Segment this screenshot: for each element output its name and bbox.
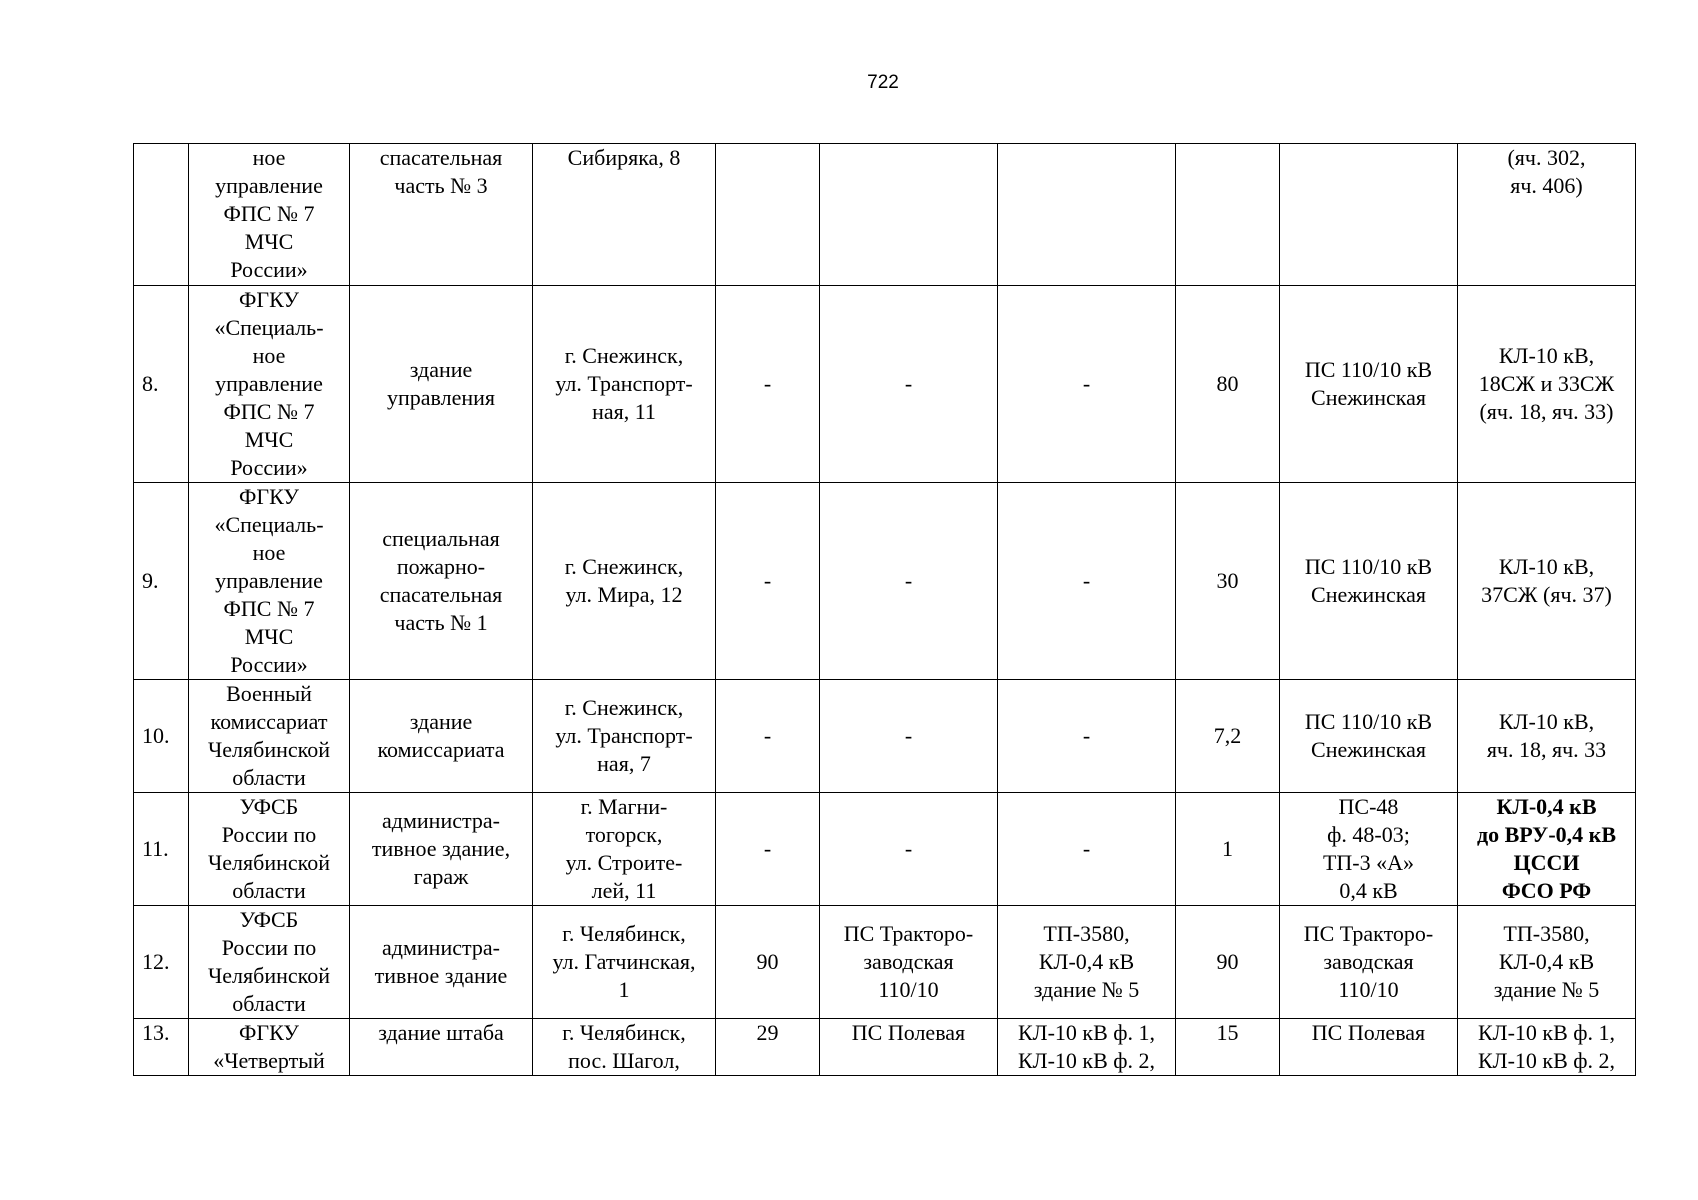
address-cell (533, 483, 716, 680)
cell-line: 30 (1216, 568, 1239, 593)
cell-line: ТП-3580, (1503, 921, 1590, 946)
cell-line: МЧС (244, 624, 294, 649)
cell-line: г. Челябинск, (562, 1020, 686, 1045)
load-main-cell (716, 906, 820, 1019)
substation-reserve-cell (1280, 286, 1458, 483)
organization-cell (189, 483, 350, 680)
cell-line: КЛ-10 кВ ф. 2, (1017, 1048, 1156, 1073)
address-cell (533, 286, 716, 483)
object-cell (350, 144, 533, 286)
line-main-cell (998, 793, 1176, 906)
cell-line: России» (230, 455, 308, 480)
cell-line: ФГКУ (239, 484, 299, 509)
load-reserve-cell (1176, 144, 1280, 286)
power-supply-table (133, 143, 1636, 1076)
object-cell (350, 680, 533, 793)
organization-cell (189, 286, 350, 483)
cell-line: КЛ-10 кВ ф. 2, (1477, 1048, 1616, 1073)
cell-line: Челябинской (207, 963, 330, 988)
table-row (134, 286, 1636, 483)
cell-line: г. Челябинск, (562, 921, 686, 946)
cell-line: 90 (1216, 949, 1239, 974)
cell-line: 7,2 (1213, 723, 1242, 748)
object-cell (350, 1019, 533, 1076)
line-reserve-cell (1458, 680, 1636, 793)
cell-line: специальная (382, 526, 500, 551)
cell-line: «Специаль- (214, 315, 324, 340)
load-main-cell (716, 680, 820, 793)
cell-line: Челябинской (207, 850, 330, 875)
organization-cell (189, 1019, 350, 1076)
cell-line: КЛ-10 кВ ф. 1, (1017, 1020, 1156, 1045)
cell-line: - (1082, 371, 1091, 396)
cell-line: ная, 7 (597, 751, 651, 776)
cell-line: - (904, 723, 913, 748)
cell-line: УФСБ (239, 794, 299, 819)
cell-line: ул. Мира, 12 (565, 582, 683, 607)
cell-line: администра- (382, 808, 500, 833)
cell-line: здание (409, 709, 473, 734)
line-reserve-cell (1458, 793, 1636, 906)
cell-line: ПС 110/10 кВ (1304, 709, 1433, 734)
cell-line: тивное здание (374, 963, 508, 988)
table-row (134, 144, 1636, 286)
cell-line: Снежинская (1311, 385, 1426, 410)
row-number: 12. (134, 906, 189, 1019)
cell-line: Челябинской (207, 737, 330, 762)
cell-line: 110/10 (878, 977, 939, 1002)
line-main-cell (998, 1019, 1176, 1076)
page-number: 722 (867, 72, 899, 93)
cell-line: ПС Полевая (1311, 1020, 1426, 1045)
cell-line: ул. Строите- (565, 850, 683, 875)
cell-line: комиссариат (210, 709, 328, 734)
line-main-cell (998, 680, 1176, 793)
organization-cell (189, 793, 350, 906)
address-cell (533, 906, 716, 1019)
cell-line: ФСО РФ (1501, 878, 1592, 903)
cell-line: 15 (1216, 1020, 1239, 1045)
load-reserve-cell (1176, 906, 1280, 1019)
cell-line: области (232, 991, 306, 1016)
cell-line: гараж (413, 864, 469, 889)
cell-line: ТП-3 «А» (1322, 850, 1415, 875)
cell-line: КЛ-10 кВ, (1498, 343, 1595, 368)
line-reserve-cell (1458, 286, 1636, 483)
cell-line: ЦССИ (1513, 850, 1580, 875)
address-cell (533, 144, 716, 286)
cell-line: ПС Тракторо- (1303, 921, 1434, 946)
cell-line: заводская (1323, 949, 1414, 974)
cell-line: здание № 5 (1493, 977, 1600, 1002)
cell-line: ФПС № 7 (223, 596, 315, 621)
cell-line: «Специаль- (214, 512, 324, 537)
cell-line: ФПС № 7 (223, 399, 315, 424)
cell-line: России» (230, 652, 308, 677)
cell-line: комиссариата (377, 737, 505, 762)
substation-reserve-cell (1280, 483, 1458, 680)
cell-line: пожарно- (396, 554, 486, 579)
cell-line: управление (215, 568, 323, 593)
load-reserve-cell (1176, 286, 1280, 483)
cell-line: КЛ-0,4 кВ (1038, 949, 1135, 974)
cell-line: КЛ-10 кВ, (1498, 709, 1595, 734)
cell-line: ПС Полевая (851, 1020, 966, 1045)
cell-line: ФПС № 7 (223, 201, 315, 226)
cell-line: ное (252, 145, 286, 170)
cell-line: - (904, 371, 913, 396)
cell-line: - (763, 836, 772, 861)
cell-line: области (232, 765, 306, 790)
cell-line: (яч. 302, (1507, 145, 1586, 170)
cell-line: УФСБ (239, 907, 299, 932)
load-main-cell (716, 1019, 820, 1076)
load-main-cell (716, 483, 820, 680)
cell-line: лей, 11 (591, 878, 657, 903)
row-number (134, 144, 189, 286)
cell-line: ПС Тракторо- (843, 921, 974, 946)
load-main-cell (716, 144, 820, 286)
cell-line: ул. Транспорт- (555, 371, 693, 396)
cell-line: КЛ-0,4 кВ (1496, 794, 1597, 819)
cell-line: Сибиряка, 8 (567, 145, 681, 170)
cell-line: г. Снежинск, (564, 695, 684, 720)
cell-line: ПС-48 (1338, 794, 1399, 819)
cell-line: 90 (756, 949, 779, 974)
cell-line: 110/10 (1338, 977, 1399, 1002)
address-cell (533, 680, 716, 793)
cell-line: 1 (1222, 836, 1233, 861)
substation-reserve-cell (1280, 680, 1458, 793)
row-number: 13. (134, 1019, 189, 1076)
cell-line: здание штаба (378, 1020, 504, 1045)
cell-line: 0,4 кВ (1339, 878, 1398, 903)
cell-line: Снежинская (1311, 737, 1426, 762)
cell-line: 18СЖ и 33СЖ (1478, 371, 1615, 396)
cell-line: часть № 3 (394, 173, 488, 198)
cell-line: ФГКУ (239, 287, 299, 312)
cell-line: России» (230, 257, 308, 282)
cell-line: г. Магни- (580, 794, 668, 819)
cell-line: яч. 18, яч. 33 (1486, 737, 1607, 762)
cell-line: здание (409, 357, 473, 382)
load-reserve-cell (1176, 1019, 1280, 1076)
cell-line: - (763, 723, 772, 748)
cell-line: - (1082, 723, 1091, 748)
cell-line: Снежинская (1311, 582, 1426, 607)
cell-line: ул. Транспорт- (555, 723, 693, 748)
cell-line: ул. Гатчинская, (552, 949, 696, 974)
cell-line: ное (252, 343, 286, 368)
substation-main-cell (820, 793, 998, 906)
cell-line: Военный (226, 681, 312, 706)
load-reserve-cell (1176, 483, 1280, 680)
substation-reserve-cell (1280, 793, 1458, 906)
cell-line: - (763, 371, 772, 396)
substation-main-cell (820, 680, 998, 793)
line-reserve-cell (1458, 1019, 1636, 1076)
cell-line: «Четвертый (213, 1048, 325, 1073)
cell-line: до ВРУ-0,4 кВ (1476, 822, 1616, 847)
cell-line: ФГКУ (239, 1020, 299, 1045)
substation-main-cell (820, 1019, 998, 1076)
cell-line: МЧС (244, 229, 294, 254)
cell-line: спасательная (379, 582, 503, 607)
cell-line: КЛ-0,4 кВ (1498, 949, 1595, 974)
line-reserve-cell (1458, 483, 1636, 680)
line-main-cell (998, 483, 1176, 680)
organization-cell (189, 680, 350, 793)
cell-line: часть № 1 (394, 610, 488, 635)
cell-line: управления (386, 385, 496, 410)
cell-line: 1 (618, 977, 630, 1002)
table-row (134, 483, 1636, 680)
object-cell (350, 793, 533, 906)
address-cell (533, 1019, 716, 1076)
row-number: 11. (134, 793, 189, 906)
cell-line: - (904, 836, 913, 861)
cell-line: области (232, 878, 306, 903)
address-cell (533, 793, 716, 906)
substation-main-cell (820, 286, 998, 483)
cell-line: ное (252, 540, 286, 565)
row-number: 10. (134, 680, 189, 793)
line-reserve-cell (1458, 906, 1636, 1019)
row-number: 9. (134, 483, 189, 680)
cell-line: - (1082, 836, 1091, 861)
load-main-cell (716, 286, 820, 483)
cell-line: г. Снежинск, (564, 554, 684, 579)
substation-main-cell (820, 483, 998, 680)
cell-line: администра- (382, 935, 500, 960)
cell-line: 80 (1216, 371, 1239, 396)
cell-line: ная, 11 (592, 399, 656, 424)
table-row (134, 906, 1636, 1019)
table-row (134, 1019, 1636, 1076)
cell-line: России по (221, 822, 317, 847)
cell-line: КЛ-10 кВ ф. 1, (1477, 1020, 1616, 1045)
substation-reserve-cell (1280, 906, 1458, 1019)
organization-cell (189, 906, 350, 1019)
cell-line: МЧС (244, 427, 294, 452)
substation-reserve-cell (1280, 1019, 1458, 1076)
organization-cell (189, 144, 350, 286)
object-cell (350, 286, 533, 483)
cell-line: тогорск, (585, 822, 663, 847)
table-row (134, 793, 1636, 906)
cell-line: заводская (863, 949, 954, 974)
cell-line: здание № 5 (1033, 977, 1140, 1002)
cell-line: пос. Шагол, (568, 1048, 680, 1073)
cell-line: - (763, 568, 772, 593)
cell-line: (яч. 18, яч. 33) (1479, 399, 1614, 424)
cell-line: управление (215, 371, 323, 396)
line-main-cell (998, 286, 1176, 483)
cell-line: - (904, 568, 913, 593)
cell-line: ф. 48-03; (1327, 822, 1410, 847)
cell-line: 37СЖ (яч. 37) (1481, 582, 1612, 607)
cell-line: управление (215, 173, 323, 198)
cell-line: спасательная (379, 145, 503, 170)
load-reserve-cell (1176, 793, 1280, 906)
table-row (134, 680, 1636, 793)
cell-line: ПС 110/10 кВ (1304, 357, 1433, 382)
substation-main-cell (820, 144, 998, 286)
line-main-cell (998, 144, 1176, 286)
load-reserve-cell (1176, 680, 1280, 793)
substation-main-cell (820, 906, 998, 1019)
cell-line: яч. 406) (1510, 173, 1583, 198)
row-number: 8. (134, 286, 189, 483)
line-main-cell (998, 906, 1176, 1019)
cell-line: ТП-3580, (1043, 921, 1130, 946)
line-reserve-cell (1458, 144, 1636, 286)
cell-line: ПС 110/10 кВ (1304, 554, 1433, 579)
cell-line: России по (221, 935, 317, 960)
cell-line: КЛ-10 кВ, (1498, 554, 1595, 579)
cell-line: г. Снежинск, (564, 343, 684, 368)
object-cell (350, 483, 533, 680)
cell-line: 29 (756, 1020, 779, 1045)
cell-line: тивное здание, (371, 836, 511, 861)
cell-line: - (1082, 568, 1091, 593)
object-cell (350, 906, 533, 1019)
substation-reserve-cell (1280, 144, 1458, 286)
load-main-cell (716, 793, 820, 906)
